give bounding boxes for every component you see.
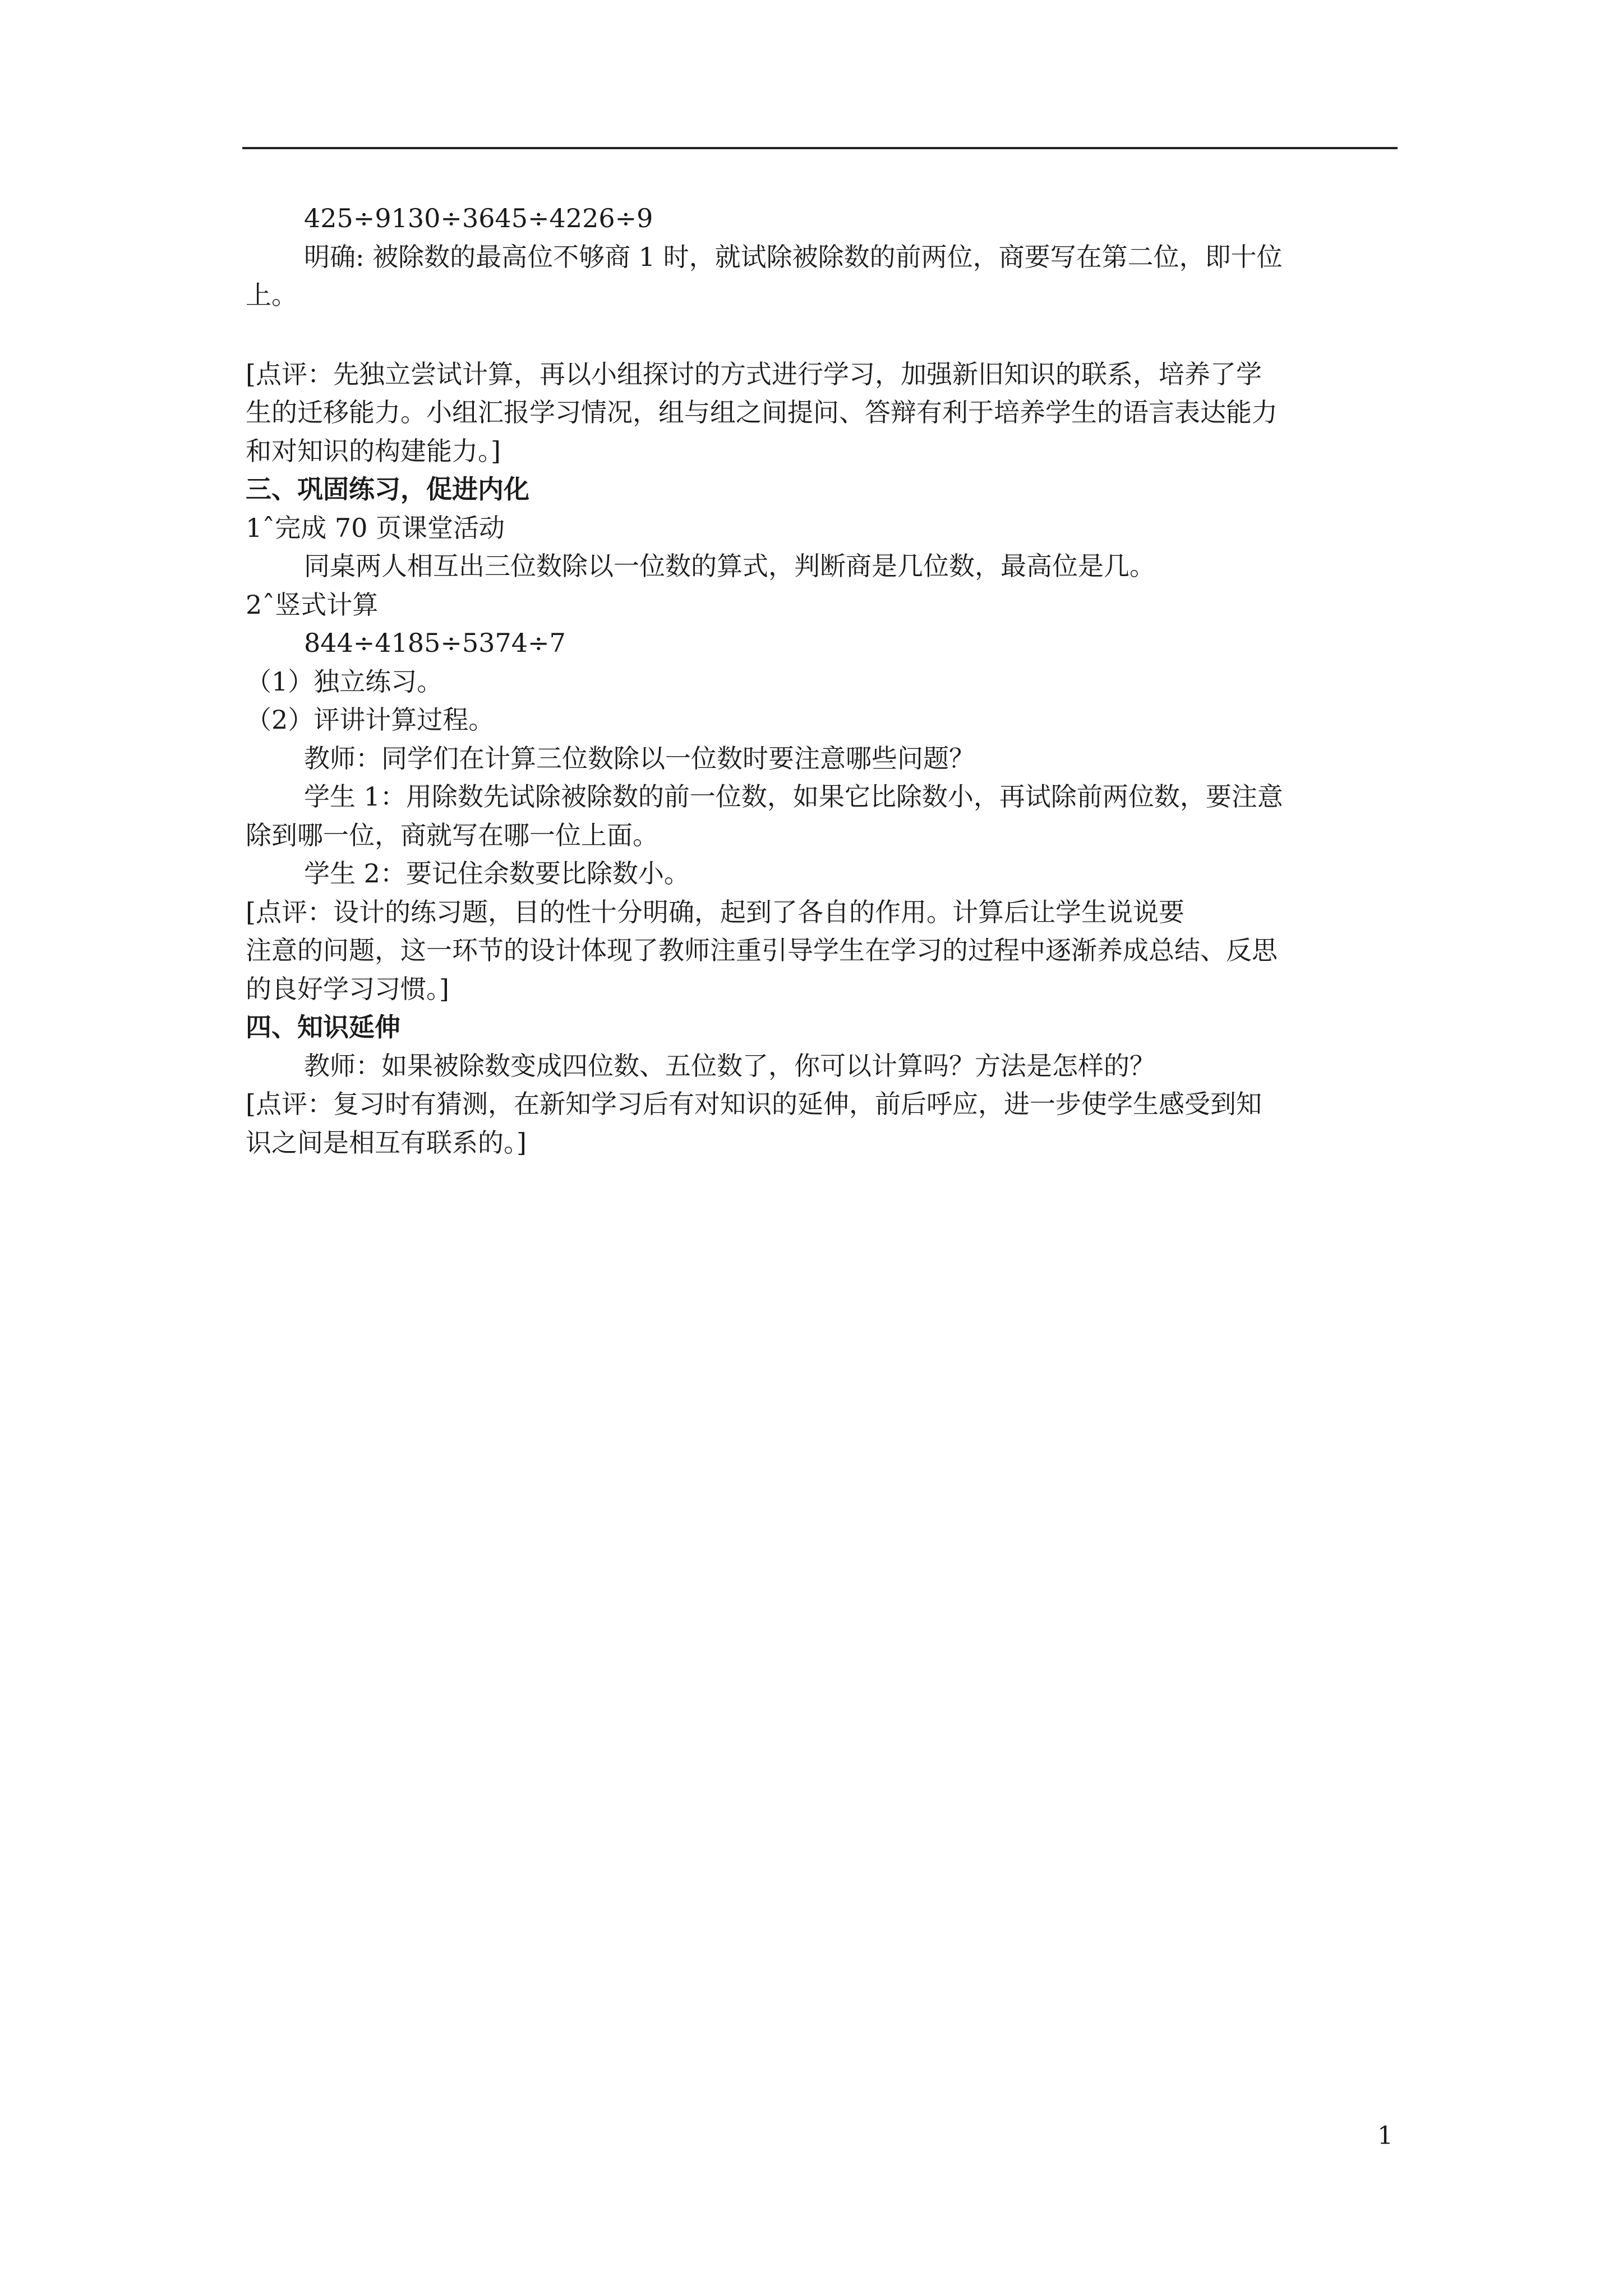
header-rule [242,147,1398,149]
section-heading: 四、知识延伸 [246,1012,400,1042]
list-item: （1）独立练习。 [246,666,443,697]
comment-line: [点评：复习时有猜测，在新知学习后有对知识的延伸，前后呼应，进一步使学生感受到知 [246,1089,1262,1119]
paragraph-spacer [246,315,1398,355]
comment-line: 生的迁移能力。小组汇报学习情况，组与组之间提问、答辩有利于培养学生的语言表达能力 [246,397,1278,427]
comment-line: [点评：设计的练习题，目的性十分明确，起到了各自的作用。计算后让学生说说要 [246,896,1184,927]
dialogue-line: 学生 1：用除数先试除被除数的前一位数，如果它比除数小，再试除前两位数，要注意 [304,781,1283,812]
list-item: （2）评讲计算过程。 [246,705,495,735]
division-exercise-list: 425÷9130÷3645÷4226÷9 [304,203,653,233]
dialogue-line: 教师：同学们在计算三位数除以一位数时要注意哪些问题？ [304,743,975,774]
page-number: 1 [1377,2122,1393,2150]
comment-line: [点评：先独立尝试计算，再以小组探讨的方式进行学习，加强新旧知识的联系，培养了学 [246,358,1262,389]
dialogue-line: 学生 2：要记住余数要比除数小。 [304,858,690,889]
paragraph-line: 明确: 被除数的最高位不够商 1 时，就试除被除数的前两位，商要写在第二位，即十位 [304,241,1283,272]
paragraph-line: 同桌两人相互出三位数除以一位数的算式，判断商是几位数，最高位是几。 [304,551,1155,581]
document-body [246,199,1398,1162]
list-item: 1ˆ完成 70 页课堂活动 [246,512,505,543]
paragraph-line: 上。 [246,280,297,310]
dialogue-line: 除到哪一位，商就写在哪一位上面。 [246,820,658,850]
comment-line: 识之间是相互有联系的。] [246,1127,527,1158]
dialogue-line: 教师：如果被除数变成四位数、五位数了，你可以计算吗？方法是怎样的？ [304,1050,1155,1081]
comment-line: 的良好学习习惯。] [246,973,449,1004]
comment-line: 和对知识的构建能力。] [246,435,501,466]
comment-line: 注意的问题，这一环节的设计体现了教师注重引导学生在学习的过程中逐渐养成总结、反思 [246,935,1278,965]
section-heading: 三、巩固练习，促进内化 [246,474,529,504]
list-item: 2ˆ竖式计算 [246,589,379,620]
division-exercise-list: 844÷4185÷5374÷7 [304,628,566,658]
